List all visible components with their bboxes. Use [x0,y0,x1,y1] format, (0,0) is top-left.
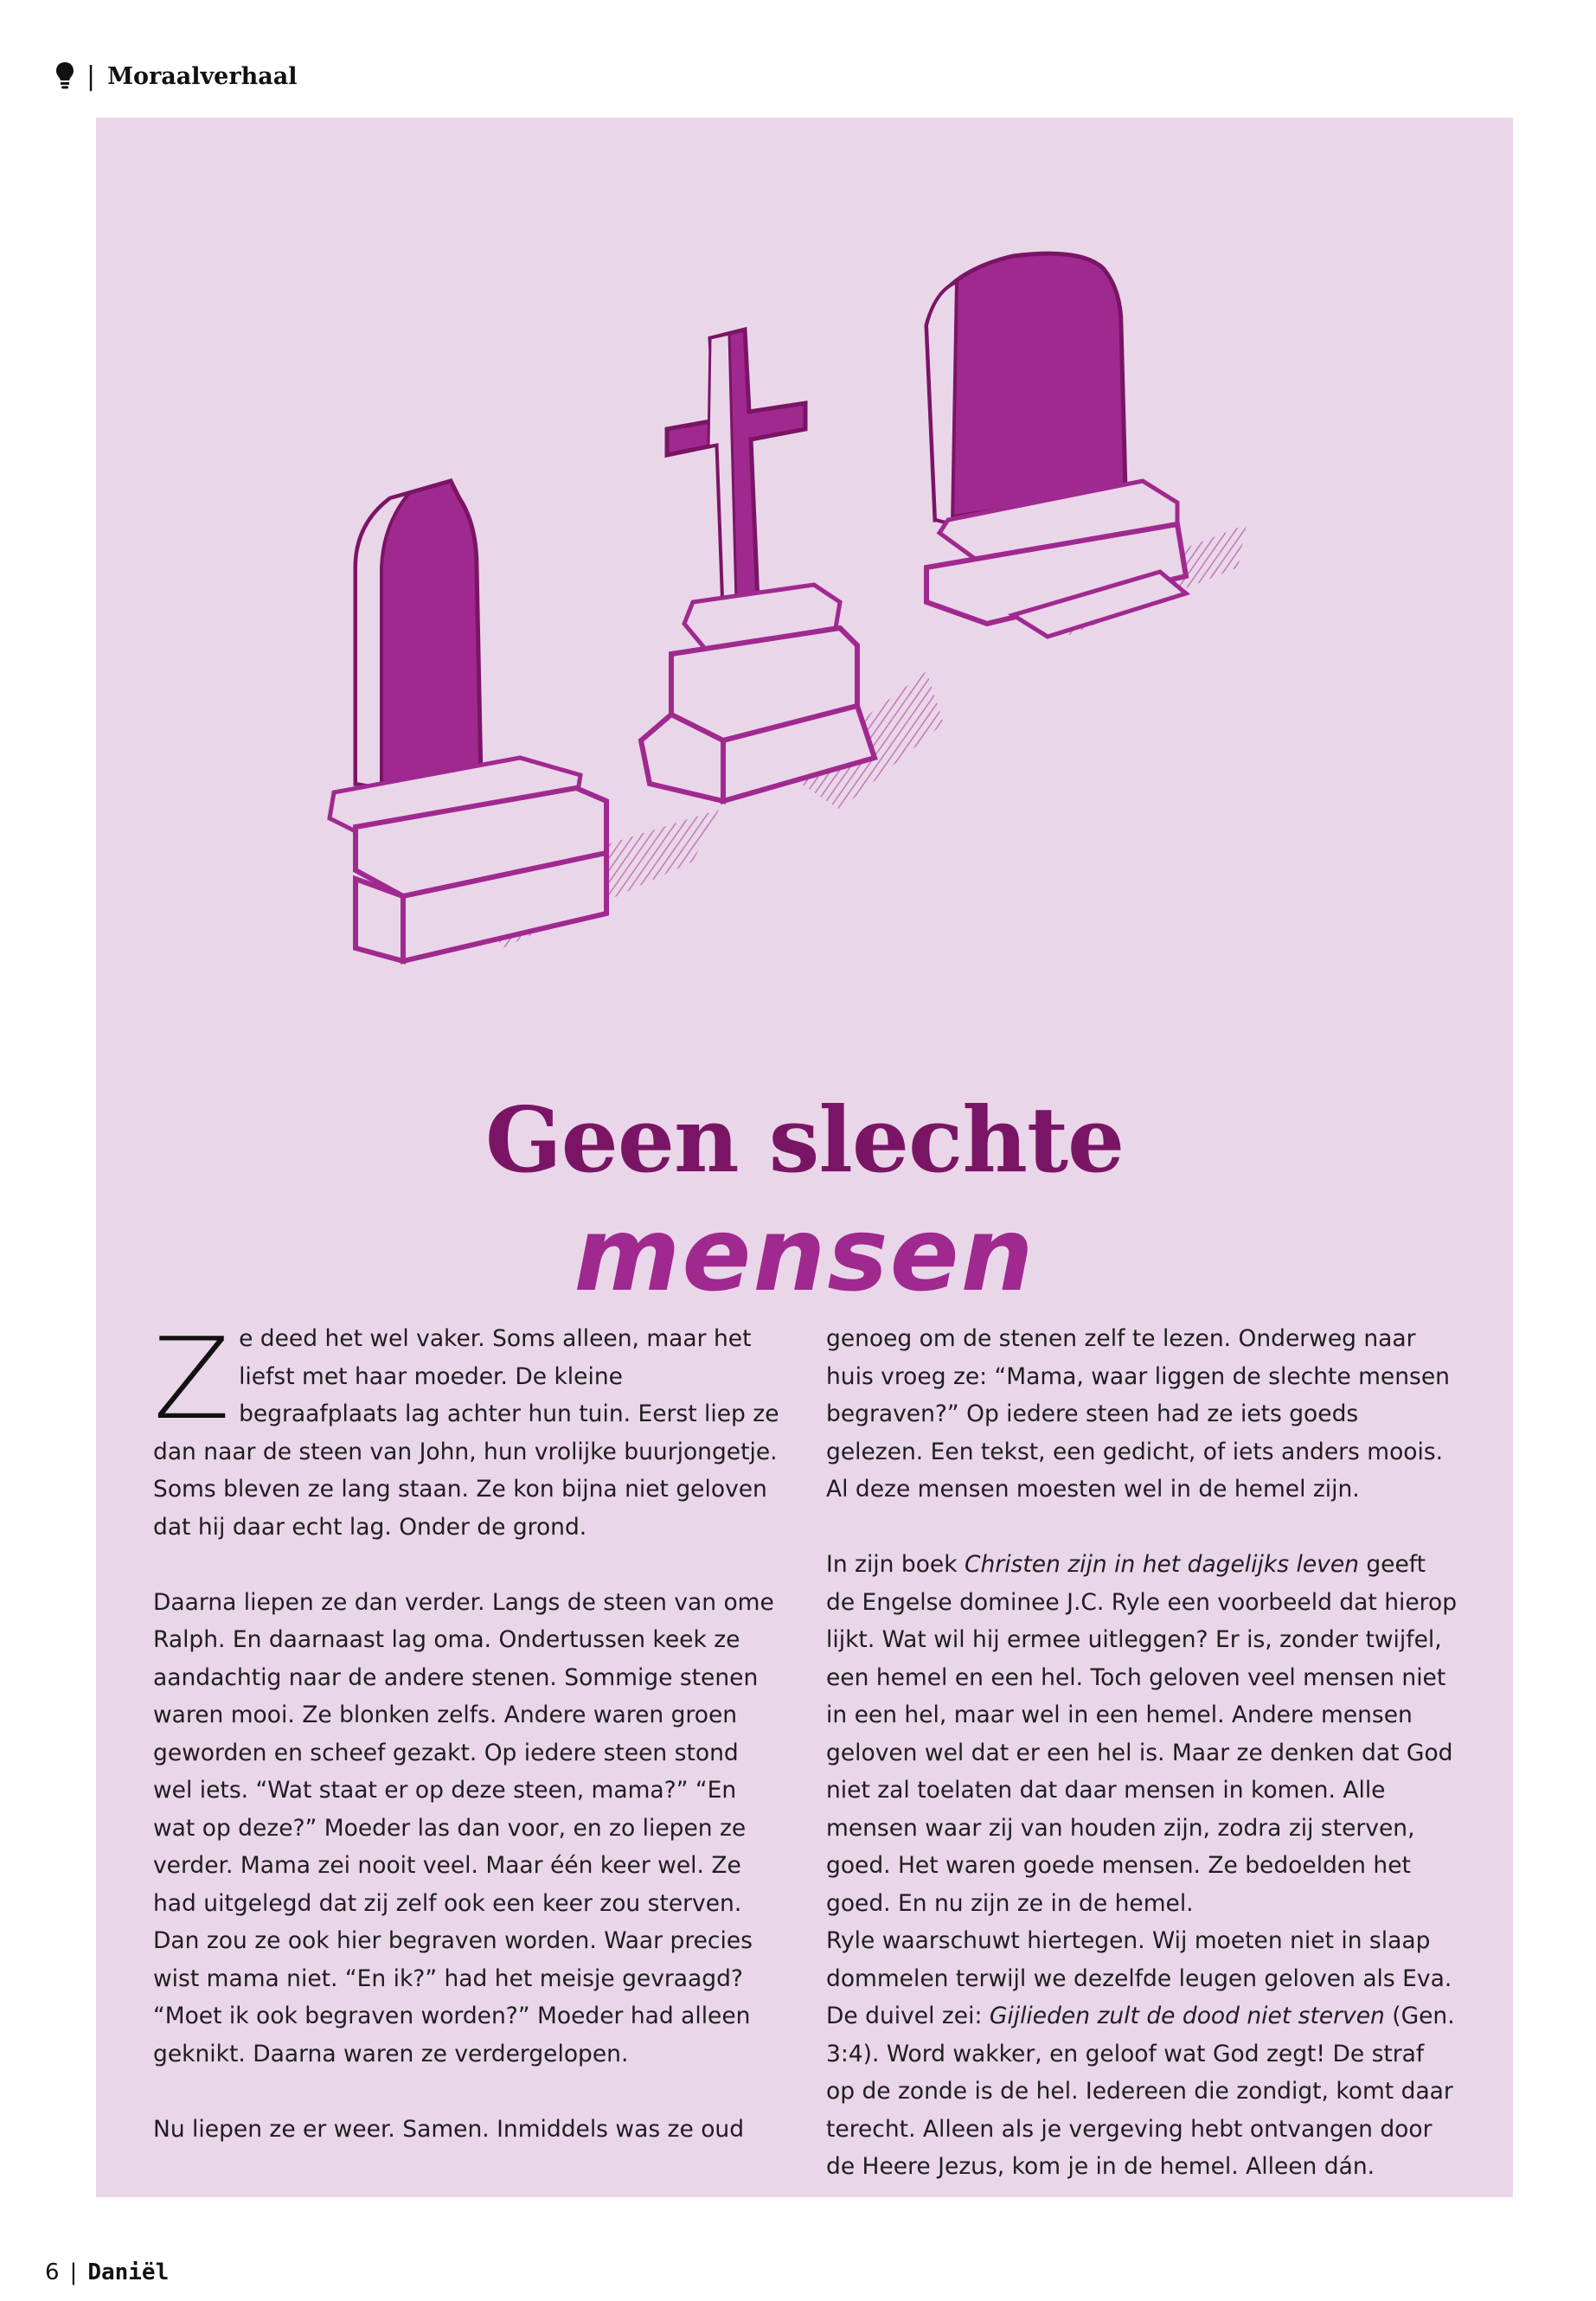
gravestones-illustration [96,118,1513,983]
article-panel [96,118,1513,2197]
footer-separator: | [69,2259,78,2285]
left-column [153,1313,785,2186]
right-column [826,1320,1458,2223]
paragraph: Daarna liepen ze dan verder. Langs de steen van ome Ralph. En daarnaast lag oma. Ondertussen keek ze aandachtig naar de andere stenen. Sommige stenen waren mooi. Ze blonken zelfs. Andere waren groen geworden en scheef gezakt. Op iedere steen stond wel iets. “Wat staat er op deze steen, mama?” “En wat op deze?” Moeder las dan voor, en zo liepen ze verder. Mama zei nooit veel. Maar één keer wel. Ze had uitgelegd dat zij zelf ook een keer zou sterven. Dan zou ze ook hier begraven worden. Waar precies wist mama niet. “En ik?” had het meisje gevraagd? “Moet ik ook begraven worden?” Moeder had alleen geknikt. Daarna waren ze verdergelopen. [153,1588,774,2067]
article-title-line1: Geen slechte [484,1086,1125,1193]
article-title-line2: mensen [574,1195,1035,1314]
lightbulb-icon [55,61,74,91]
text-run: In zijn boek [826,1551,965,1578]
book-title: Christen zijn in het dagelijks leven [965,1551,1359,1578]
section-header [55,57,297,95]
paragraph [826,1546,1458,2186]
paragraph: genoeg om de stenen zelf te lezen. Onderweg naar huis vroeg ze: “Mama, waar liggen de slechte mensen begraven?” Op iedere steen had ze iets goeds gelezen. Een tekst, een gedicht, of iets anders moois. Al deze mensen moesten wel in de hemel zijn. [826,1325,1450,1503]
paragraph-text: e deed het wel vaker. Soms alleen, maar het liefst met haar moeder. De kleine begraafplaats lag achter hun tuin. Eerst liep ze dan naar de steen van John, hun vrolijke buurjongetje. Soms bleven ze lang staan. Ze kon bijna niet geloven dat hij daar echt lag. Onder de grond. [153,1325,779,1541]
paragraph: Nu liepen ze er weer. Samen. Inmiddels was ze oud [153,2115,745,2143]
text-run: geeft de Engelse dominee J.C. Ryle een voorbeeld dat hierop lijkt. Wat wil hij ermee uitleggen? Er is, zonder twijfel, een hemel en een hel. Toch geloven veel mensen niet in een hel, maar wel in een hemel. Andere mensen geloven wel dat er een hel is. Maar ze denken dat God niet zal toelaten dat daar mensen in komen. Alle mensen waar zij van houden zijn, zodra zij sterven, goed. Het waren goede mensen. Ze bedoelden het goed. En nu zijn ze in de hemel. Ryle waarschuwt hiertegen. Wij moeten niet in slaap dommelen terwijl we dezelfde leugen geloven als Eva. De duivel zei: [826,1551,1458,2029]
drop-cap: Z [153,1313,231,1445]
right-headstone [926,253,1186,637]
bible-quote: Gijlieden zult de dood niet sterven [989,2003,1385,2029]
text-run: (Gen. 3:4). Word wakker, en geloof wat God zegt! De straf op de zonde is de hel. Iedereen die zondigt, komt daar terecht. Alleen als je vergeving hebt ontvangen door de Heere Jezus, kom je in de hemel. Alleen dán. [826,2003,1455,2180]
magazine-name: Daniël [87,2259,170,2285]
paragraph [153,1313,785,1546]
header-separator: | [87,61,96,92]
section-label: Moraalverhaal [107,62,298,90]
page-footer [45,2259,169,2285]
cross-gravestone [641,330,875,801]
page-number: 6 [45,2259,60,2285]
left-headstone [330,481,606,961]
